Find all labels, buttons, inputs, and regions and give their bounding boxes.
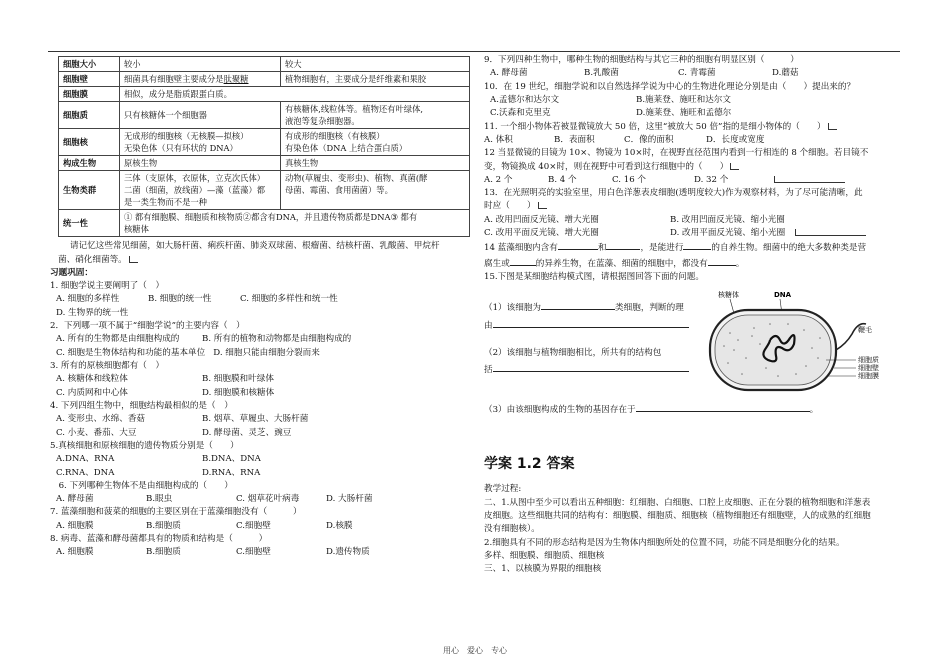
- question-2: 2．下列哪一项不属于“细胞学说”的主要内容（ ）: [50, 321, 245, 332]
- option: C. 烟草花叶病毒: [236, 494, 300, 505]
- option: A. 酵母菌: [56, 494, 94, 505]
- left-question-list: [50, 280, 468, 560]
- row-label: 细胞大小: [59, 57, 120, 72]
- cell-line: 有染色体（DNA 上结合蛋白质）: [285, 143, 408, 154]
- option: A. 细胞的多样性: [56, 294, 120, 305]
- option: D. 32 个: [694, 174, 729, 185]
- question-options: [50, 347, 468, 360]
- option: B.DNA、DNA: [202, 454, 261, 465]
- question-15-subquestions: [484, 290, 704, 385]
- question-5: 5.真核细胞和原核细胞的遗传物质分别是（ ）: [50, 440, 239, 451]
- text-segment: （2）该细胞与植物细胞相比，所共有的结构包: [484, 347, 662, 358]
- question-options: [50, 520, 468, 533]
- option: D.蘑菇: [772, 68, 799, 79]
- option: D.遗传物质: [326, 547, 370, 558]
- cell-membrane-shape: [715, 315, 831, 385]
- option: A. 2 个: [484, 174, 513, 185]
- recall-line: 菌、硝化细菌等。: [58, 254, 127, 265]
- question-options: [50, 453, 468, 466]
- question-1: 1. 细胞学说主要阐明了（ ）: [50, 281, 165, 292]
- question-options: [50, 427, 468, 440]
- option: C.细胞壁: [236, 547, 271, 558]
- cell-line: 动物(草履虫、变形虫)、植物、真菌(酵: [285, 173, 428, 184]
- question-9-options: [484, 67, 902, 80]
- question-options: [50, 373, 468, 386]
- comparison-table: [58, 56, 470, 237]
- table-row: [59, 102, 470, 129]
- question-10-options: [484, 94, 902, 107]
- option: C. 内质网和中心体: [56, 387, 128, 398]
- option: C．像的面积: [624, 134, 674, 145]
- label-wall: 细胞壁: [858, 364, 879, 373]
- option: C. 细胞的多样性和统一性: [240, 294, 338, 305]
- cell-line: 核糖体: [124, 224, 149, 235]
- answer-blank: [636, 402, 810, 412]
- question-15-area: [484, 290, 902, 402]
- question-options: [50, 493, 468, 506]
- answer-blank: [493, 318, 689, 328]
- prokaryote-cell: [120, 171, 281, 210]
- table-row: [59, 57, 470, 72]
- option: B. 4 个: [548, 174, 577, 185]
- mark-icon: [730, 163, 739, 170]
- cell-line: 液泡等复杂细胞器。: [285, 116, 360, 127]
- option: A. 细胞膜: [56, 520, 94, 531]
- text-segment: 腐生或: [484, 258, 510, 269]
- table-row: [59, 72, 470, 87]
- cell-line: 母菌、霉菌、食用菌菌）等。: [285, 185, 393, 196]
- question-14-line1: [484, 240, 902, 255]
- cell-line: 是一类生物而不是一种: [124, 197, 207, 208]
- cell-line: 无成形的细胞核（无核膜—拟核）: [124, 131, 249, 142]
- row-label: 细胞膜: [59, 87, 120, 102]
- eukaryote-cell: [281, 102, 470, 129]
- option: A. 核糖体和线粒体: [56, 374, 128, 385]
- label-cytoplasm: 细胞质: [858, 356, 879, 365]
- merged-cell: 相似，成分是脂质跟蛋白质。: [120, 87, 470, 102]
- row-label: 构成生物: [59, 156, 120, 171]
- answer-title: 学案 1.2 答案: [484, 455, 575, 472]
- cell-line: 三体（支原体，衣原体，立克次氏体）: [124, 173, 266, 184]
- text-segment: 类细胞，判断的理: [615, 303, 684, 314]
- answer-blank: [558, 240, 598, 250]
- question-options: [50, 467, 468, 480]
- answer-line: 二、1.从图中至少可以看出五种细胞：红细胞、白细胞、口腔上皮细胞、正在分裂的植物细胞和洋葱表: [484, 497, 871, 508]
- underlined-term: 肽聚糖: [223, 74, 249, 85]
- option: C.沃森和克里克: [490, 108, 551, 119]
- option: A. 体积: [484, 134, 513, 145]
- option: B.细胞质: [146, 547, 181, 558]
- option: C. 改用平面反光镜、增大光圈: [484, 228, 599, 239]
- answer-line: 教学过程:: [484, 484, 522, 495]
- prokaryote-cell: [120, 72, 281, 87]
- mark-icon: [129, 256, 138, 263]
- mark-icon: [795, 229, 866, 236]
- question-options: [50, 413, 468, 426]
- cell-line: 有核糖体,线粒体等。植物还有叶绿体,: [285, 104, 424, 115]
- answer-blank: [606, 240, 640, 250]
- recall-line: 请记忆这些常见细菌，如大肠杆菌、痢疾杆菌、肺炎双球菌、根瘤菌、结核杆菌、乳酸菌、甲烷杆: [70, 241, 440, 252]
- answer-blank: [510, 256, 536, 266]
- text-segment: 由: [484, 320, 493, 331]
- option: D. 改用平面反光镜、缩小光圈: [670, 228, 786, 239]
- question-15: 15.下图是某细胞结构模式图，请根据图回答下面的问题。: [484, 272, 704, 282]
- option: B.乳酸菌: [584, 68, 619, 79]
- option: A. 变形虫、水绵、香菇: [56, 414, 146, 425]
- option: B. 细胞的统一性: [148, 294, 212, 305]
- label-dna: DNA: [774, 291, 792, 300]
- question-7: 7. 蓝藻细胞和菠菜的细胞的主要区别在于蓝藻细胞没有（ ）: [50, 507, 302, 518]
- eukaryote-cell: [281, 129, 470, 156]
- answer-line: 2.细胞具有不同的形态结构是因为生物体内细胞所处的位置不同，功能不同是细胞分化的结果。: [484, 537, 845, 548]
- cell-line: 无染色体（只有环状的 DNA）: [124, 143, 238, 154]
- option: A.DNA、RNA: [56, 454, 115, 465]
- text-segment: （1）该细胞为: [484, 303, 542, 314]
- option: B. 烟草、草履虫、大肠杆菌: [202, 414, 309, 425]
- option: D.核膜: [326, 520, 353, 531]
- answer-line: 三、1、以核膜为界限的细胞核: [484, 564, 602, 575]
- question-8: 8. 病毒、蓝藻和酵母菌都具有的物质和结构是（ ）: [50, 534, 268, 545]
- option: B.施莱登、施旺和达尔文: [636, 94, 731, 105]
- cell-text: 细菌具有细胞壁主要成分是: [124, 74, 224, 85]
- option: D. 大肠杆菌: [326, 494, 373, 505]
- text-segment: 的自养生物。细菌中的绝大多数种类是营: [711, 243, 867, 254]
- option: B．表面积: [554, 134, 595, 145]
- option: A. 所有的生物都是由细胞构成的: [56, 334, 180, 345]
- row-label: 细胞质: [59, 102, 120, 129]
- row-label: 统一性: [59, 210, 120, 237]
- question-options: [50, 333, 468, 346]
- option: D.RNA、RNA: [202, 467, 261, 478]
- cell-line: ① 都有细胞膜、细胞质和核物质②都含有DNA，并且遗传物质都是DNA③ 都有: [124, 212, 418, 223]
- option: D. 生物界的统一性: [56, 307, 129, 318]
- question-options: [50, 546, 468, 559]
- eukaryote-cell: [281, 171, 470, 210]
- option: A.孟德尔和达尔文: [490, 94, 560, 105]
- text-segment: 括: [484, 365, 493, 376]
- option: C. 16 个: [612, 174, 646, 185]
- text-segment: ，是能进行: [640, 243, 684, 254]
- right-column: 9．下列四种生物中，哪种生物的细胞结构与其它三种的细胞有明显区别（ ） A. 酵母菌 B.乳酸菌 C. 青霉菌 D.蘑菇 10．在 19 世纪，细胞学说和以自然选择学说为中心的生物进化理论分别是由（ ）提出来的？ A.孟德尔和达尔文 B.施莱登、施旺和达尔文 C.沃森和克里克 D.施莱登、施旺和孟德尔 11. 一个细小物体若被显微镜放大 50 倍，这里“被放大 50 倍”指的是细小物体的（ ） A. 体积 B．表面积 C．像的面积 D．长度或宽度 12 当显微镜的目镜为 10×、物镜为 10×时，在视野直径范围内看到一行相连的 8 个细胞。若目镜不 变，物镜换成 40×时，则在视野中可看到这行细胞中的（ ） A. 2 个 B. 4 个 C. 16 个 D. 32 个 13．在光照明亮的实验室里，用白色洋葱表皮细胞(透明度较大)作为观察材料，为了尽可能清晰，此 时应（ ） A. 改用凹面反光镜、增大光圈 B. 改用凹面反光镜、缩小光圈 C. 改用平面反光镜、增大光圈 D. 改用平面反光镜、缩小光圈 14 蓝藻细胞内含有 和 ，是能进行 的自养生物。细菌中的绝大多数种类是营 腐生或 的异养生物，在蓝藻、细菌的细胞中，都没有 。 15.下图是某细胞结构模式图，请根据图回答下面的问题。 （1）该细胞为 类细胞，判断的理 由 （2）该细胞与植物细胞相比，所共有的结构包 括 核糖体 DNA 鞭毛 细胞质 细胞壁 细胞膜 （3）由该细胞构成的生物的基因存在于 。 学案 1.2 答案 教学过程: 二、1.从图中至少可以看出五种细胞：红细胞、白细胞、口腔上皮细胞、正在分裂的植物细胞和洋葱表 皮细胞。这些细胞共同的结构有：细胞膜、细胞质、细胞核（植物细胞还有细胞壁，人的成熟的红细胞 没有细胞核）。 2.细胞具有不同的形态结构是因为生物体内细胞所处的位置不同，功能不同是细胞分化的结果。 多样、细胞膜、细胞质、细胞核 三、1、以核膜为界限的细胞核: [484, 54, 902, 577]
- mark-icon: [774, 176, 845, 183]
- option: B. 细胞膜和叶绿体: [202, 374, 274, 385]
- row-label: 细胞核: [59, 129, 120, 156]
- prokaryote-cell: 较小: [120, 57, 281, 72]
- answer-blank: [541, 300, 615, 310]
- table-row: [59, 129, 470, 156]
- option: A. 改用凹面反光镜、增大光圈: [484, 214, 599, 225]
- merged-cell: [120, 210, 470, 237]
- question-12-line2: 变，物镜换成 40×时，则在视野中可看到这行细胞中的（ ）: [484, 161, 729, 172]
- label-flagellum: 鞭毛: [858, 326, 872, 335]
- table-row: [59, 156, 470, 171]
- exercise-heading: 习题巩固：: [50, 267, 93, 278]
- text-segment: 和: [597, 243, 607, 254]
- prokaryote-cell: 原核生物: [120, 156, 281, 171]
- question-13-options: [484, 214, 902, 227]
- bacterium-diagram: [708, 288, 908, 398]
- eukaryote-cell: 植物细胞有，主要成分是纤维素和果胶: [281, 72, 470, 87]
- question-options: [50, 293, 468, 306]
- answer-section: [484, 454, 902, 577]
- table-row: [59, 210, 470, 237]
- answer-line: 没有细胞核）。: [484, 524, 540, 535]
- table-row: [59, 171, 470, 210]
- option: C. 小麦、番茄、大豆: [56, 427, 137, 438]
- prokaryote-cell: 只有核糖体一个细胞器: [120, 102, 281, 129]
- question-options: [50, 387, 468, 400]
- prokaryote-cell: [120, 129, 281, 156]
- option: D．长度或宽度: [706, 134, 765, 145]
- label-membrane: 细胞膜: [858, 372, 879, 381]
- option: B. 改用凹面反光镜、缩小光圈: [670, 214, 785, 225]
- question-11-options: [484, 134, 902, 147]
- answer-blank: [493, 362, 689, 372]
- table-row: [59, 87, 470, 102]
- top-rule: [48, 51, 900, 52]
- eukaryote-cell: 较大: [281, 57, 470, 72]
- answer-line: 皮细胞。这些细胞共同的结构有：细胞膜、细胞质、细胞核（植物细胞还有细胞壁，人的成熟的红细胞: [484, 510, 871, 521]
- option: D. 酵母菌、灵芝、豌豆: [202, 427, 292, 438]
- question-13-options: [484, 227, 902, 240]
- option: B.眼虫: [146, 494, 173, 505]
- answer-blank: [708, 256, 736, 266]
- option: D.施莱登、施旺和孟德尔: [636, 108, 732, 119]
- eukaryote-cell: 真核生物: [281, 156, 470, 171]
- question-6: 6. 下列哪种生物体不是由细胞构成的（ ）: [50, 480, 233, 491]
- question-12-line1: 12 当显微镜的目镜为 10×、物镜为 10×时，在视野直径范围内看到一行相连的 8 个细胞。若目镜不: [484, 148, 869, 159]
- option: D. 细胞只能由细胞分裂而来: [213, 347, 320, 358]
- page-footer: 用心 爱心 专心: [443, 646, 507, 655]
- option: C. 青霉菌: [678, 68, 716, 79]
- question-12-options: [484, 174, 902, 187]
- option: B.细胞质: [146, 520, 181, 531]
- question-13-line1: 13．在光照明亮的实验室里，用白色洋葱表皮细胞(透明度较大)作为观察材料，为了尽可能清晰，此: [484, 188, 863, 199]
- question-10: 10．在 19 世纪，细胞学说和以自然选择学说为中心的生物进化理论分别是由（ ）提出来的？: [484, 81, 856, 92]
- option: B. 所有的植物和动物都是由细胞构成的: [202, 334, 352, 345]
- row-label: 细胞壁: [59, 72, 120, 87]
- text-segment: （3）由该细胞构成的生物的基因存在于: [484, 405, 636, 416]
- question-10-options: [484, 107, 902, 120]
- question-4: 4. 下列四组生物中，细胞结构最相似的是（ ）: [50, 400, 233, 411]
- left-column: [50, 56, 468, 560]
- option: C.RNA、DNA: [56, 467, 115, 478]
- recall-note: [50, 240, 468, 267]
- text-segment: 14 蓝藻细胞内含有: [484, 243, 558, 254]
- question-3: 3. 所有的原核细胞都有（ ）: [50, 361, 165, 372]
- option: A. 细胞膜: [56, 547, 94, 558]
- question-14-line2: [484, 256, 902, 271]
- cell-line: 有成形的细胞核（有核膜）: [285, 131, 385, 142]
- cell-line: 二菌（细菌，放线菌）—藻（蓝藻）都: [124, 185, 266, 196]
- mark-icon: [828, 123, 837, 130]
- option: C.细胞壁: [236, 520, 271, 531]
- option: D. 细胞膜和核糖体: [202, 387, 275, 398]
- question-9: 9．下列四种生物中，哪种生物的细胞结构与其它三种的细胞有明显区别（ ）: [484, 55, 799, 65]
- text-segment: 的异养生物，在蓝藻、细菌的细胞中，都没有: [535, 258, 708, 269]
- answer-line: 多样、细胞膜、细胞质、细胞核: [484, 550, 605, 561]
- option: C. 细胞是生物体结构和功能的基本单位: [56, 347, 206, 358]
- label-ribosome: 核糖体: [718, 291, 739, 300]
- row-label: 生物类群: [59, 171, 120, 210]
- question-11: 11. 一个细小物体若被显微镜放大 50 倍，这里“被放大 50 倍”指的是细小物体的（ ）: [484, 121, 826, 132]
- answer-blank: [683, 240, 711, 250]
- option: A. 酵母菌: [490, 68, 528, 79]
- question-13-line2: 时应（ ）: [484, 201, 536, 212]
- question-options: [50, 307, 468, 320]
- mark-icon: [538, 202, 547, 209]
- text-segment: 。: [735, 258, 745, 269]
